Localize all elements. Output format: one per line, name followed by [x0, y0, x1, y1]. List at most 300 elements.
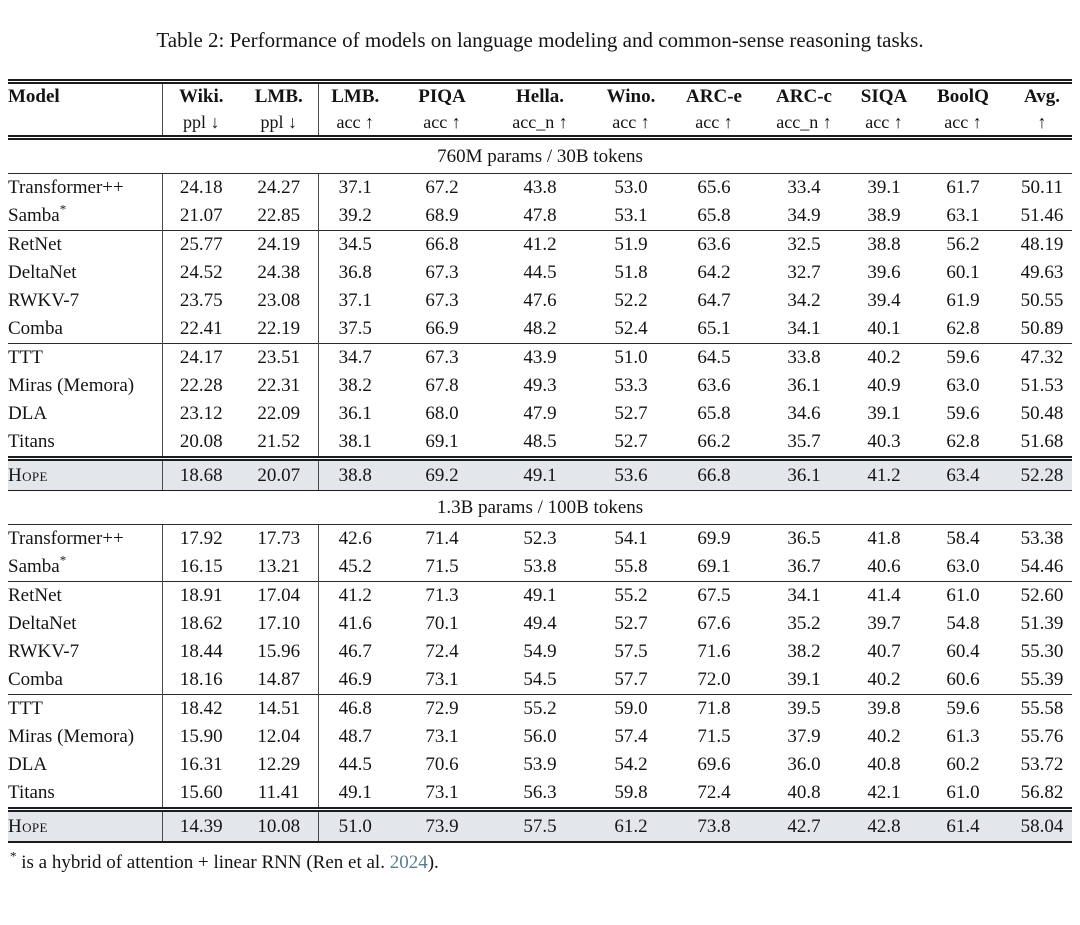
value-cell: 33.8 — [754, 344, 854, 373]
value-cell: 41.2 — [318, 582, 392, 611]
value-cell: 65.1 — [697, 318, 731, 339]
value-cell: 52.60 — [1012, 582, 1072, 611]
value-cell: 67.3 — [425, 262, 459, 283]
value-cell: 39.1 — [854, 174, 914, 203]
column-name: SIQA — [860, 86, 908, 107]
value-cell: 51.46 — [1020, 205, 1064, 226]
model-cell — [8, 202, 162, 231]
value-cell: 48.19 — [1012, 231, 1072, 260]
value-cell: 39.6 — [867, 262, 901, 283]
value-cell: 15.60 — [179, 782, 223, 803]
value-cell: 34.2 — [787, 290, 821, 311]
value-cell: 42.8 — [854, 810, 914, 843]
column-sublabel: ↑ — [1037, 112, 1047, 132]
value-cell: 52.2 — [614, 290, 648, 311]
value-cell: 71.4 — [392, 525, 492, 554]
value-cell: 71.5 — [425, 556, 459, 577]
value-cell: 53.38 — [1012, 525, 1072, 554]
hybrid-star: * — [59, 552, 67, 568]
column-name: ARC-e — [686, 86, 742, 107]
model-cell — [8, 666, 162, 695]
highlight-row — [8, 810, 1072, 843]
value-cell: 36.1 — [754, 459, 854, 491]
value-cell: 22.09 — [240, 400, 318, 428]
column-sublabel: acc ↑ — [944, 112, 982, 132]
model-name: RetNet — [8, 234, 62, 255]
value-cell: 14.87 — [240, 666, 318, 695]
value-cell: 47.6 — [523, 290, 557, 311]
value-cell: 40.2 — [867, 669, 901, 690]
value-cell: 66.8 — [392, 231, 492, 260]
value-cell: 59.0 — [588, 695, 674, 724]
value-cell: 63.1 — [946, 205, 980, 226]
value-cell: 42.1 — [867, 782, 901, 803]
model-cell — [8, 525, 162, 554]
value-cell: 69.2 — [392, 459, 492, 491]
column-sublabel: acc_n ↑ — [776, 112, 832, 132]
model-name: Transformer++ — [8, 177, 124, 198]
column-name: Avg. — [1023, 86, 1061, 107]
value-cell: 61.0 — [914, 582, 1012, 611]
value-cell: 46.8 — [318, 695, 392, 724]
value-cell: 36.1 — [787, 375, 821, 396]
value-cell: 24.38 — [240, 259, 318, 287]
value-cell: 23.75 — [179, 290, 223, 311]
model-cell — [8, 259, 162, 287]
value-cell: 61.4 — [914, 810, 1012, 843]
model-cell — [8, 174, 162, 203]
model-name: Titans — [8, 782, 55, 803]
model-cell — [8, 553, 162, 582]
column-header-wino — [588, 82, 674, 138]
value-cell: 46.9 — [338, 669, 372, 690]
value-cell: 69.9 — [674, 525, 754, 554]
value-cell: 41.8 — [854, 525, 914, 554]
value-cell: 65.8 — [697, 205, 731, 226]
value-cell: 40.7 — [867, 641, 901, 662]
model-cell — [8, 372, 162, 400]
value-cell: 54.46 — [1020, 556, 1064, 577]
value-cell: 50.11 — [1012, 174, 1072, 203]
value-cell: 49.1 — [492, 582, 588, 611]
value-cell: 52.4 — [614, 318, 648, 339]
value-cell: 55.2 — [492, 695, 588, 724]
value-cell: 56.2 — [914, 231, 1012, 260]
value-cell: 66.2 — [697, 431, 731, 452]
model-name: RWKV-7 — [8, 290, 80, 311]
column-sublabel: acc ↑ — [336, 112, 374, 132]
column-header-arc-e — [674, 82, 754, 138]
column-header-hella — [492, 82, 588, 138]
value-cell: 39.5 — [754, 695, 854, 724]
value-cell: 22.31 — [240, 372, 318, 400]
value-cell: 57.5 — [614, 641, 648, 662]
value-cell: 22.85 — [240, 202, 318, 231]
value-cell: 14.51 — [240, 695, 318, 724]
table-row — [8, 428, 1072, 459]
value-cell: 61.2 — [588, 810, 674, 843]
value-cell: 18.91 — [162, 582, 240, 611]
value-cell: 23.08 — [240, 287, 318, 315]
value-cell: 11.41 — [240, 779, 318, 810]
value-cell: 24.18 — [162, 174, 240, 203]
section-header-row — [8, 138, 1072, 174]
value-cell: 54.9 — [523, 641, 557, 662]
value-cell: 52.28 — [1012, 459, 1072, 491]
value-cell: 38.8 — [854, 231, 914, 260]
column-name: LMB. — [331, 86, 380, 107]
value-cell: 37.1 — [318, 174, 392, 203]
value-cell: 54.8 — [946, 613, 980, 634]
value-cell: 67.2 — [392, 174, 492, 203]
value-cell: 43.8 — [492, 174, 588, 203]
value-cell: 44.5 — [338, 754, 372, 775]
value-cell: 64.2 — [697, 262, 731, 283]
table-header — [8, 82, 1072, 138]
value-cell: 22.19 — [240, 315, 318, 344]
section-title: 1.3B params / 100B tokens — [8, 491, 1072, 525]
value-cell: 67.5 — [674, 582, 754, 611]
column-sublabel: acc ↑ — [423, 112, 461, 132]
column-name: Hella. — [515, 86, 565, 107]
value-cell: 71.3 — [392, 582, 492, 611]
model-cell — [8, 810, 162, 843]
value-cell: 56.3 — [523, 782, 557, 803]
column-sublabel: acc ↑ — [612, 112, 650, 132]
value-cell: 55.8 — [614, 556, 648, 577]
value-cell: 38.1 — [338, 431, 372, 452]
value-cell: 35.7 — [787, 431, 821, 452]
value-cell: 62.8 — [946, 431, 980, 452]
column-sublabel: ppl ↓ — [182, 112, 220, 132]
value-cell: 13.21 — [240, 553, 318, 582]
value-cell: 42.7 — [754, 810, 854, 843]
column-header-arc-c — [754, 82, 854, 138]
model-cell — [8, 751, 162, 779]
value-cell: 49.63 — [1020, 262, 1064, 283]
value-cell: 58.04 — [1012, 810, 1072, 843]
value-cell: 18.62 — [179, 613, 223, 634]
table-row — [8, 372, 1072, 400]
column-header-lmb — [240, 82, 318, 138]
value-cell: 53.6 — [588, 459, 674, 491]
value-cell: 38.9 — [867, 205, 901, 226]
value-cell: 18.42 — [162, 695, 240, 724]
value-cell: 49.3 — [523, 375, 557, 396]
table-row — [8, 666, 1072, 695]
column-header-boolq — [914, 82, 1012, 138]
value-cell: 48.7 — [338, 726, 372, 747]
value-cell: 49.1 — [492, 459, 588, 491]
value-cell: 66.8 — [674, 459, 754, 491]
value-cell: 63.4 — [914, 459, 1012, 491]
value-cell: 54.1 — [588, 525, 674, 554]
model-cell — [8, 428, 162, 459]
value-cell: 47.8 — [523, 205, 557, 226]
model-name: Titans — [8, 431, 55, 452]
value-cell: 38.8 — [318, 459, 392, 491]
value-cell: 40.9 — [867, 375, 901, 396]
table-row — [8, 344, 1072, 373]
table-row — [8, 695, 1072, 724]
value-cell: 44.5 — [523, 262, 557, 283]
value-cell: 63.6 — [674, 231, 754, 260]
table-row — [8, 287, 1072, 315]
value-cell: 39.1 — [787, 669, 821, 690]
value-cell: 40.3 — [867, 431, 901, 452]
value-cell: 36.8 — [338, 262, 372, 283]
value-cell: 21.52 — [240, 428, 318, 459]
model-name: Transformer++ — [8, 528, 124, 549]
table-row — [8, 315, 1072, 344]
table-row — [8, 553, 1072, 582]
value-cell: 32.5 — [754, 231, 854, 260]
value-cell: 15.90 — [179, 726, 223, 747]
value-cell: 73.9 — [392, 810, 492, 843]
model-name: RetNet — [8, 585, 62, 606]
value-cell: 51.8 — [614, 262, 648, 283]
column-header-model — [8, 82, 162, 138]
value-cell: 53.3 — [614, 375, 648, 396]
value-cell: 47.32 — [1012, 344, 1072, 373]
value-cell: 25.77 — [162, 231, 240, 260]
value-cell: 21.07 — [179, 205, 223, 226]
table-row — [8, 723, 1072, 751]
value-cell: 64.5 — [674, 344, 754, 373]
value-cell: 65.8 — [697, 403, 731, 424]
value-cell: 67.8 — [425, 375, 459, 396]
value-cell: 41.6 — [338, 613, 372, 634]
value-cell: 18.16 — [179, 669, 223, 690]
value-cell: 54.2 — [614, 754, 648, 775]
value-cell: 58.4 — [914, 525, 1012, 554]
model-cell — [8, 400, 162, 428]
column-name: PIQA — [418, 86, 466, 107]
section-header-row — [8, 491, 1072, 525]
model-name: Samba — [8, 556, 60, 577]
model-cell — [8, 610, 162, 638]
value-cell: 18.44 — [179, 641, 223, 662]
value-cell: 50.89 — [1020, 318, 1064, 339]
model-cell — [8, 695, 162, 724]
table-row — [8, 525, 1072, 554]
value-cell: 49.1 — [338, 782, 372, 803]
column-name: BoolQ — [937, 86, 989, 107]
value-cell: 71.6 — [697, 641, 731, 662]
value-cell: 38.2 — [338, 375, 372, 396]
value-cell: 69.1 — [697, 556, 731, 577]
value-cell: 70.1 — [425, 613, 459, 634]
value-cell: 59.6 — [914, 695, 1012, 724]
value-cell: 37.9 — [787, 726, 821, 747]
value-cell: 34.5 — [318, 231, 392, 260]
header-row — [8, 82, 1072, 138]
value-cell: 72.4 — [425, 641, 459, 662]
value-cell: 68.9 — [425, 205, 459, 226]
value-cell: 36.5 — [754, 525, 854, 554]
value-cell: 59.8 — [614, 782, 648, 803]
value-cell: 55.2 — [588, 582, 674, 611]
value-cell: 37.5 — [338, 318, 372, 339]
value-cell: 65.6 — [674, 174, 754, 203]
value-cell: 63.6 — [697, 375, 731, 396]
model-name: DLA — [8, 754, 48, 775]
model-name: DLA — [8, 403, 48, 424]
value-cell: 73.1 — [425, 726, 459, 747]
value-cell: 34.9 — [787, 205, 821, 226]
results-table — [8, 79, 1072, 843]
value-cell: 40.2 — [867, 726, 901, 747]
model-name: RWKV-7 — [8, 641, 80, 662]
value-cell: 36.1 — [338, 403, 372, 424]
value-cell: 69.1 — [425, 431, 459, 452]
value-cell: 24.17 — [162, 344, 240, 373]
value-cell: 42.6 — [318, 525, 392, 554]
table-row — [8, 231, 1072, 260]
value-cell: 71.5 — [697, 726, 731, 747]
table-row — [8, 259, 1072, 287]
value-cell: 72.0 — [697, 669, 731, 690]
value-cell: 61.9 — [946, 290, 980, 311]
model-name: TTT — [8, 698, 43, 719]
column-sublabel: ppl ↓ — [260, 112, 297, 132]
value-cell: 57.5 — [492, 810, 588, 843]
footnote-text: is a hybrid of attention + linear RNN (Ren et al. — [16, 852, 390, 873]
value-cell: 70.6 — [425, 754, 459, 775]
value-cell: 39.1 — [867, 403, 901, 424]
value-cell: 34.6 — [787, 403, 821, 424]
value-cell: 63.0 — [946, 556, 980, 577]
value-cell: 57.4 — [614, 726, 648, 747]
value-cell: 23.51 — [240, 344, 318, 373]
value-cell: 32.7 — [787, 262, 821, 283]
model-cell — [8, 344, 162, 373]
value-cell: 48.2 — [523, 318, 557, 339]
column-name: Model — [8, 86, 60, 107]
value-cell: 73.1 — [425, 669, 459, 690]
value-cell: 55.30 — [1020, 641, 1064, 662]
column-sublabel: acc ↑ — [695, 112, 733, 132]
value-cell: 63.0 — [946, 375, 980, 396]
hybrid-star: * — [59, 201, 67, 217]
value-cell: 56.82 — [1020, 782, 1064, 803]
table-footnote — [10, 850, 1072, 876]
value-cell: 39.8 — [854, 695, 914, 724]
model-name: Comba — [8, 318, 63, 339]
value-cell: 17.92 — [162, 525, 240, 554]
value-cell: 73.1 — [425, 782, 459, 803]
value-cell: 69.6 — [697, 754, 731, 775]
value-cell: 61.0 — [946, 782, 980, 803]
value-cell: 60.2 — [946, 754, 980, 775]
value-cell: 16.31 — [179, 754, 223, 775]
value-cell: 51.9 — [588, 231, 674, 260]
column-name: Wiki. — [178, 86, 224, 107]
value-cell: 51.39 — [1020, 613, 1064, 634]
model-cell — [8, 638, 162, 666]
value-cell: 41.2 — [492, 231, 588, 260]
value-cell: 67.3 — [425, 290, 459, 311]
model-cell — [8, 287, 162, 315]
value-cell: 57.7 — [614, 669, 648, 690]
value-cell: 51.0 — [588, 344, 674, 373]
column-header-siqa — [854, 82, 914, 138]
value-cell: 46.7 — [338, 641, 372, 662]
value-cell: 66.9 — [425, 318, 459, 339]
value-cell: 53.9 — [523, 754, 557, 775]
value-cell: 39.4 — [867, 290, 901, 311]
section-title: 760M params / 30B tokens — [8, 138, 1072, 174]
value-cell: 62.8 — [946, 318, 980, 339]
column-header-avg — [1012, 82, 1072, 138]
table-row — [8, 174, 1072, 203]
value-cell: 50.48 — [1020, 403, 1064, 424]
value-cell: 24.52 — [179, 262, 223, 283]
model-name: DeltaNet — [8, 613, 77, 634]
table-row — [8, 638, 1072, 666]
value-cell: 61.3 — [946, 726, 980, 747]
value-cell: 55.58 — [1012, 695, 1072, 724]
value-cell: 59.6 — [946, 403, 980, 424]
value-cell: 53.8 — [523, 556, 557, 577]
value-cell: 48.5 — [523, 431, 557, 452]
column-name: Wino. — [606, 86, 656, 107]
model-name: Samba — [8, 205, 60, 226]
value-cell: 51.68 — [1020, 431, 1064, 452]
citation-link[interactable]: 2024 — [389, 852, 428, 873]
model-cell — [8, 315, 162, 344]
value-cell: 17.04 — [240, 582, 318, 611]
value-cell: 55.39 — [1020, 669, 1064, 690]
value-cell: 23.12 — [179, 403, 223, 424]
value-cell: 43.9 — [492, 344, 588, 373]
highlight-row — [8, 459, 1072, 491]
column-name: ARC-c — [776, 86, 832, 107]
value-cell: 59.6 — [914, 344, 1012, 373]
value-cell: 73.8 — [674, 810, 754, 843]
model-name: Hope — [8, 815, 48, 837]
value-cell: 39.7 — [867, 613, 901, 634]
table-caption: Table 2: Performance of models on language modeling and common-sense reasoning tasks. — [156, 28, 924, 52]
value-cell: 40.2 — [854, 344, 914, 373]
value-cell: 38.2 — [787, 641, 821, 662]
value-cell: 67.6 — [697, 613, 731, 634]
value-cell: 67.3 — [392, 344, 492, 373]
model-cell — [8, 459, 162, 491]
model-cell — [8, 723, 162, 751]
value-cell: 52.7 — [614, 431, 648, 452]
value-cell: 55.76 — [1020, 726, 1064, 747]
value-cell: 36.0 — [787, 754, 821, 775]
value-cell: 51.53 — [1020, 375, 1064, 396]
value-cell: 24.19 — [240, 231, 318, 260]
table-row — [8, 751, 1072, 779]
value-cell: 20.08 — [179, 431, 223, 452]
column-header-wiki — [162, 82, 240, 138]
value-cell: 52.3 — [492, 525, 588, 554]
value-cell: 41.4 — [854, 582, 914, 611]
value-cell: 61.7 — [914, 174, 1012, 203]
model-name: Miras (Memora) — [8, 726, 135, 747]
value-cell: 60.4 — [946, 641, 980, 662]
value-cell: 37.1 — [338, 290, 372, 311]
value-cell: 53.72 — [1020, 754, 1064, 775]
value-cell: 53.0 — [588, 174, 674, 203]
value-cell: 14.39 — [162, 810, 240, 843]
value-cell: 40.8 — [867, 754, 901, 775]
value-cell: 15.96 — [240, 638, 318, 666]
value-cell: 45.2 — [338, 556, 372, 577]
